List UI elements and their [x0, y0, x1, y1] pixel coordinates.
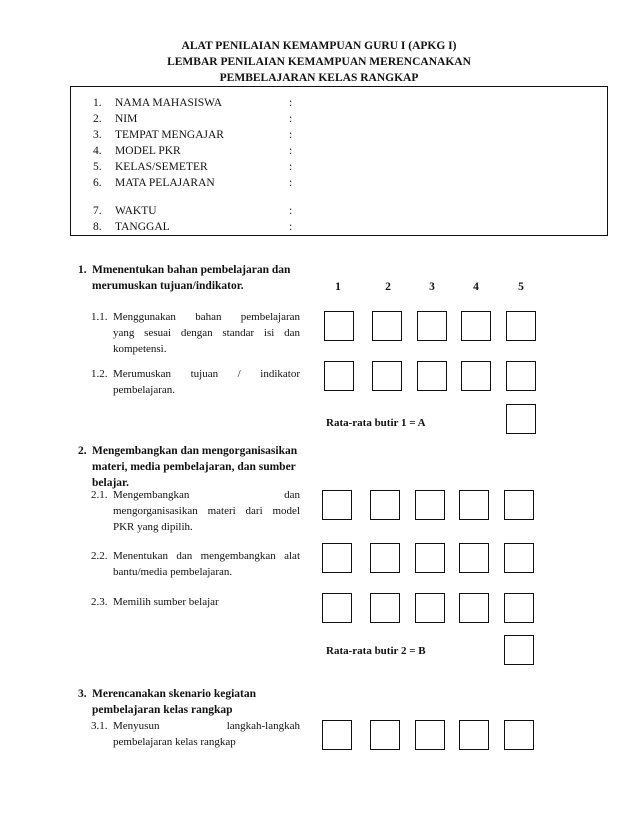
section-3-title-line1: Merencanakan skenario kegiatan	[92, 688, 256, 700]
score-box-2-3-3[interactable]	[415, 593, 445, 623]
score-box-2-2-3[interactable]	[415, 543, 445, 573]
identity-no: 4.	[93, 145, 102, 157]
item-2-2-number: 2.2.	[91, 550, 108, 562]
section-2-number: 2.	[78, 445, 87, 457]
identity-colon: :	[289, 161, 293, 173]
score-box-2-2-1[interactable]	[322, 543, 352, 573]
section-2-title-line1: Mengembangkan dan mengorganisasikan	[92, 445, 298, 457]
identity-no: 1.	[93, 97, 102, 109]
identity-label: NAMA MAHASISWA	[115, 97, 223, 109]
identity-label: KELAS/SEMETER	[115, 161, 208, 173]
identity-no: 8.	[93, 221, 102, 233]
score-box-2-3-5[interactable]	[504, 593, 534, 623]
section-1-number: 1.	[78, 264, 87, 276]
score-box-3-1-2[interactable]	[370, 720, 400, 750]
score-box-1-2-5[interactable]	[506, 361, 536, 391]
scale-header-3: 3	[429, 281, 435, 293]
item-2-1-line3: PKR yang dipilih.	[113, 521, 193, 533]
item-2-1-line1: Mengembangkan dan	[113, 489, 300, 501]
score-box-2-1-5[interactable]	[504, 490, 534, 520]
section-3-number: 3.	[78, 688, 87, 700]
average-label-2: Rata-rata butir 2 = B	[326, 645, 426, 657]
score-box-2-1-4[interactable]	[459, 490, 489, 520]
identity-box	[70, 86, 608, 236]
item-2-3-line1: Memilih sumber belajar	[113, 596, 219, 608]
doc-title-line3: PEMBELAJARAN KELAS RANGKAP	[219, 72, 419, 84]
identity-label: TEMPAT MENGAJAR	[115, 129, 224, 141]
identity-colon: :	[289, 97, 293, 109]
identity-no: 3.	[93, 129, 102, 141]
item-2-3-number: 2.3.	[91, 596, 108, 608]
identity-no: 6.	[93, 177, 102, 189]
score-box-2-1-1[interactable]	[322, 490, 352, 520]
identity-no: 2.	[93, 113, 102, 125]
identity-colon: :	[289, 221, 293, 233]
average-box-1[interactable]	[506, 404, 536, 434]
score-box-1-2-2[interactable]	[372, 361, 402, 391]
item-1-1-line1: Menggunakan bahan pembelajaran	[113, 311, 300, 323]
average-box-2[interactable]	[504, 635, 534, 665]
item-1-1-line3: kompetensi.	[113, 343, 167, 355]
identity-colon: :	[289, 113, 293, 125]
score-box-2-2-4[interactable]	[459, 543, 489, 573]
scale-header-1: 1	[335, 281, 341, 293]
doc-title-line1: ALAT PENILAIAN KEMAMPUAN GURU I (APKG I)	[181, 40, 457, 52]
score-box-2-1-2[interactable]	[370, 490, 400, 520]
item-1-2-number: 1.2.	[91, 368, 108, 380]
item-3-1-line2: pembelajaran kelas rangkap	[113, 736, 236, 748]
score-box-3-1-5[interactable]	[504, 720, 534, 750]
section-1-title-line2: merumuskan tujuan/indikator.	[92, 280, 244, 292]
item-1-1-line2: yang sesuai dengan standar isi dan	[113, 327, 300, 339]
score-box-1-2-1[interactable]	[324, 361, 354, 391]
identity-colon: :	[289, 205, 293, 217]
score-box-1-1-3[interactable]	[417, 311, 447, 341]
score-box-2-3-4[interactable]	[459, 593, 489, 623]
item-2-2-line1: Menentukan dan mengembangkan alat	[113, 550, 300, 562]
scale-header-4: 4	[473, 281, 479, 293]
score-box-1-1-2[interactable]	[372, 311, 402, 341]
identity-colon: :	[289, 129, 293, 141]
item-2-1-line2: mengorganisasikan materi dari model	[113, 505, 300, 517]
item-2-1-number: 2.1.	[91, 489, 108, 501]
item-3-1-line1: Menyusun langkah-langkah	[113, 720, 300, 732]
identity-colon: :	[289, 177, 293, 189]
identity-label: MODEL PKR	[115, 145, 181, 157]
score-box-2-3-2[interactable]	[370, 593, 400, 623]
section-3-title-line2: pembelajaran kelas rangkap	[92, 704, 233, 716]
identity-label: WAKTU	[115, 205, 157, 217]
identity-no: 5.	[93, 161, 102, 173]
score-box-2-2-5[interactable]	[504, 543, 534, 573]
score-box-2-1-3[interactable]	[415, 490, 445, 520]
identity-label: MATA PELAJARAN	[115, 177, 215, 189]
item-2-2-line2: bantu/media pembelajaran.	[113, 566, 233, 578]
identity-label: TANGGAL	[115, 221, 170, 233]
average-label-1: Rata-rata butir 1 = A	[326, 417, 426, 429]
item-1-2-line2: pembelajaran.	[113, 384, 175, 396]
section-2-title-line2: materi, media pembelajaran, dan sumber	[92, 461, 296, 473]
score-box-3-1-3[interactable]	[415, 720, 445, 750]
scale-header-5: 5	[518, 281, 524, 293]
identity-label: NIM	[115, 113, 138, 125]
score-box-1-2-4[interactable]	[461, 361, 491, 391]
score-box-1-2-3[interactable]	[417, 361, 447, 391]
scale-header-2: 2	[385, 281, 391, 293]
item-1-2-line1: Merumuskan tujuan / indikator	[113, 368, 300, 380]
item-3-1-number: 3.1.	[91, 720, 108, 732]
doc-title-line2: LEMBAR PENILAIAN KEMAMPUAN MERENCANAKAN	[167, 56, 471, 68]
identity-no: 7.	[93, 205, 102, 217]
score-box-1-1-5[interactable]	[506, 311, 536, 341]
score-box-1-1-1[interactable]	[324, 311, 354, 341]
score-box-3-1-1[interactable]	[322, 720, 352, 750]
score-box-1-1-4[interactable]	[461, 311, 491, 341]
score-box-2-3-1[interactable]	[322, 593, 352, 623]
item-1-1-number: 1.1.	[91, 311, 108, 323]
score-box-2-2-2[interactable]	[370, 543, 400, 573]
section-2-title-line3: belajar.	[92, 477, 129, 489]
section-1-title-line1: Mmenentukan bahan pembelajaran dan	[92, 264, 291, 276]
score-box-3-1-4[interactable]	[459, 720, 489, 750]
identity-colon: :	[289, 145, 293, 157]
